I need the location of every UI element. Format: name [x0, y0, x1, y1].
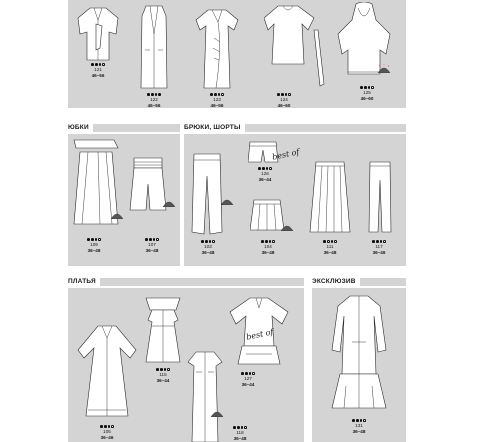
difficulty-115 — [149, 368, 177, 371]
difficulty-dot — [100, 425, 103, 428]
difficulty-dot — [156, 238, 159, 241]
code-107 — [138, 242, 166, 253]
new-badge-icon — [110, 210, 124, 219]
difficulty-dot — [98, 238, 101, 241]
code-127 — [234, 376, 262, 387]
code-117 — [365, 244, 393, 255]
size-range: 36–46 — [100, 434, 114, 440]
difficulty-103 — [194, 240, 222, 243]
difficulty-dot — [91, 63, 94, 66]
slim-trousers-sketch — [366, 160, 394, 234]
code-124 — [270, 97, 298, 108]
model-number: 117 — [375, 244, 383, 249]
difficulty-dot — [269, 240, 272, 243]
model-number: 127 — [244, 376, 252, 381]
difficulty-dot — [160, 368, 163, 371]
difficulty-dot — [99, 63, 102, 66]
section-title-dresses: ПЛАТЬЯ — [68, 278, 100, 286]
difficulty-dot — [102, 63, 105, 66]
difficulty-dot — [363, 419, 366, 422]
difficulty-dot — [95, 63, 98, 66]
garment-124[interactable] — [264, 4, 328, 88]
code-103 — [194, 244, 222, 255]
difficulty-dot — [241, 426, 244, 429]
difficulty-dot — [258, 167, 261, 170]
difficulty-118 — [226, 426, 254, 429]
section-title-trousers: БРЮКИ, ШОРТЫ — [184, 124, 245, 132]
new-badge-icon — [210, 408, 224, 417]
difficulty-121 — [84, 63, 112, 66]
difficulty-107 — [138, 238, 166, 241]
difficulty-dot — [214, 93, 217, 96]
maxi-shirt-dress-sketch — [328, 294, 390, 412]
difficulty-dot — [360, 419, 363, 422]
difficulty-109 — [80, 238, 108, 241]
difficulty-dot — [155, 93, 158, 96]
size-range: 36–48 — [261, 249, 275, 255]
difficulty-dot — [241, 372, 244, 375]
difficulty-dot — [210, 93, 213, 96]
difficulty-dot — [205, 240, 208, 243]
garment-122[interactable] — [138, 4, 170, 90]
dresses-header-bar — [68, 278, 304, 286]
new-badge-icon — [162, 198, 176, 207]
size-range: 46–56 — [91, 72, 105, 78]
difficulty-dot — [149, 238, 152, 241]
code-109 — [80, 242, 108, 253]
difficulty-dot — [323, 240, 326, 243]
size-range: 46–60 — [360, 95, 374, 101]
collared-dress-sketch — [140, 292, 186, 364]
model-number: 103 — [204, 244, 212, 249]
model-number: 122 — [150, 97, 158, 102]
code-118 — [226, 430, 254, 441]
difficulty-dot — [372, 240, 375, 243]
tapered-trousers-sketch — [190, 152, 224, 236]
difficulty-dot — [158, 93, 161, 96]
model-number: 121 — [94, 67, 102, 72]
size-range: 36–48 — [87, 247, 101, 253]
difficulty-dot — [285, 93, 288, 96]
code-123 — [203, 97, 231, 108]
tshirt-dress-sketch — [264, 4, 328, 88]
new-badge-icon — [280, 222, 294, 231]
difficulty-dot — [265, 240, 268, 243]
pleated-skirt-sketch — [308, 160, 352, 234]
difficulty-dot — [237, 426, 240, 429]
difficulty-dot — [164, 368, 167, 371]
size-range: 36–48 — [201, 249, 215, 255]
size-range: 36–44 — [258, 176, 272, 182]
code-105 — [93, 429, 121, 440]
difficulty-dot — [272, 240, 275, 243]
difficulty-dot — [201, 240, 204, 243]
difficulty-dot — [327, 240, 330, 243]
difficulty-131 — [345, 419, 373, 422]
size-range: 36–48 — [145, 247, 159, 253]
difficulty-122 — [140, 93, 168, 96]
garment-103[interactable] — [190, 152, 224, 236]
new-badge-icon — [377, 64, 391, 73]
difficulty-dot — [91, 238, 94, 241]
difficulty-117 — [365, 240, 393, 243]
long-shirt-dress-sketch — [182, 350, 228, 442]
difficulty-dot — [221, 93, 224, 96]
difficulty-dot — [281, 93, 284, 96]
new-badge-icon — [220, 196, 234, 205]
difficulty-dot — [212, 240, 215, 243]
difficulty-dot — [249, 372, 252, 375]
difficulty-dot — [104, 425, 107, 428]
model-number: 105 — [103, 429, 111, 434]
model-number: 131 — [355, 423, 363, 428]
difficulty-dot — [352, 419, 355, 422]
difficulty-dot — [245, 372, 248, 375]
difficulty-dot — [218, 93, 221, 96]
difficulty-dot — [87, 238, 90, 241]
size-range: 36–44 — [156, 377, 170, 383]
size-range: 36–48 — [323, 249, 337, 255]
difficulty-dot — [262, 167, 265, 170]
model-number: 109 — [90, 242, 98, 247]
code-121 — [84, 67, 112, 78]
difficulty-dot — [376, 240, 379, 243]
vest-sketch — [138, 4, 170, 90]
difficulty-123 — [203, 93, 231, 96]
section-title-exclusive: ЭКСКЛЮЗИВ — [312, 278, 360, 286]
model-number: 124 — [280, 97, 288, 102]
difficulty-dot — [95, 238, 98, 241]
difficulty-126 — [251, 167, 279, 170]
difficulty-dot — [261, 240, 264, 243]
garment-117[interactable] — [366, 160, 394, 234]
difficulty-dot — [331, 240, 334, 243]
difficulty-dot — [151, 93, 154, 96]
difficulty-dot — [368, 86, 371, 89]
difficulty-dot — [111, 425, 114, 428]
difficulty-dot — [156, 368, 159, 371]
difficulty-dot — [147, 93, 150, 96]
code-131 — [345, 423, 373, 434]
model-number: 118 — [236, 430, 244, 435]
model-number: 126 — [261, 171, 269, 176]
size-range: 36–48 — [352, 428, 366, 434]
difficulty-124 — [270, 93, 298, 96]
model-number: 125 — [363, 90, 371, 95]
code-115 — [149, 372, 177, 383]
difficulty-105 — [93, 425, 121, 428]
model-number: 123 — [213, 97, 221, 102]
code-122 — [140, 97, 168, 108]
difficulty-dot — [360, 86, 363, 89]
difficulty-127 — [234, 372, 262, 375]
difficulty-dot — [371, 86, 374, 89]
jacket-sketch — [76, 4, 120, 62]
model-number: 107 — [148, 242, 156, 247]
size-range: 36–46 — [372, 249, 386, 255]
section-title-skirts: ЮБКИ — [68, 124, 93, 132]
wrap-dress-sketch — [194, 8, 240, 90]
model-number: 115 — [159, 372, 167, 377]
difficulty-dot — [277, 93, 280, 96]
model-number: 111 — [326, 244, 334, 249]
shirt-dress-sketch — [72, 324, 142, 420]
size-range: 36–48 — [233, 435, 247, 441]
best-of-label: best of — [245, 327, 275, 342]
difficulty-dot — [153, 238, 156, 241]
best-of-label: best of — [271, 147, 301, 162]
difficulty-dot — [288, 93, 291, 96]
garment-118[interactable] — [182, 350, 228, 442]
difficulty-dot — [383, 240, 386, 243]
garment-121[interactable] — [76, 4, 120, 62]
size-range: 36–44 — [241, 381, 255, 387]
difficulty-104 — [254, 240, 282, 243]
model-number: 104 — [264, 244, 272, 249]
difficulty-dot — [244, 426, 247, 429]
difficulty-dot — [209, 240, 212, 243]
size-range: 46–56 — [210, 102, 224, 108]
size-range: 46–56 — [147, 102, 161, 108]
difficulty-dot — [233, 426, 236, 429]
difficulty-dot — [380, 240, 383, 243]
difficulty-111 — [316, 240, 344, 243]
difficulty-dot — [167, 368, 170, 371]
garment-123[interactable] — [194, 8, 240, 90]
garment-105[interactable] — [72, 324, 142, 420]
code-126 — [251, 171, 279, 182]
garment-131[interactable] — [328, 294, 390, 412]
difficulty-dot — [269, 167, 272, 170]
garment-111[interactable] — [308, 160, 352, 234]
difficulty-125 — [353, 86, 381, 89]
difficulty-dot — [364, 86, 367, 89]
catalog-page — [58, 0, 418, 442]
difficulty-dot — [145, 238, 148, 241]
garment-115[interactable] — [140, 292, 186, 364]
size-range: 46–60 — [277, 102, 291, 108]
difficulty-dot — [266, 167, 269, 170]
difficulty-dot — [108, 425, 111, 428]
code-111 — [316, 244, 344, 255]
difficulty-dot — [356, 419, 359, 422]
code-104 — [254, 244, 282, 255]
code-125 — [353, 90, 381, 101]
difficulty-dot — [252, 372, 255, 375]
difficulty-dot — [334, 240, 337, 243]
